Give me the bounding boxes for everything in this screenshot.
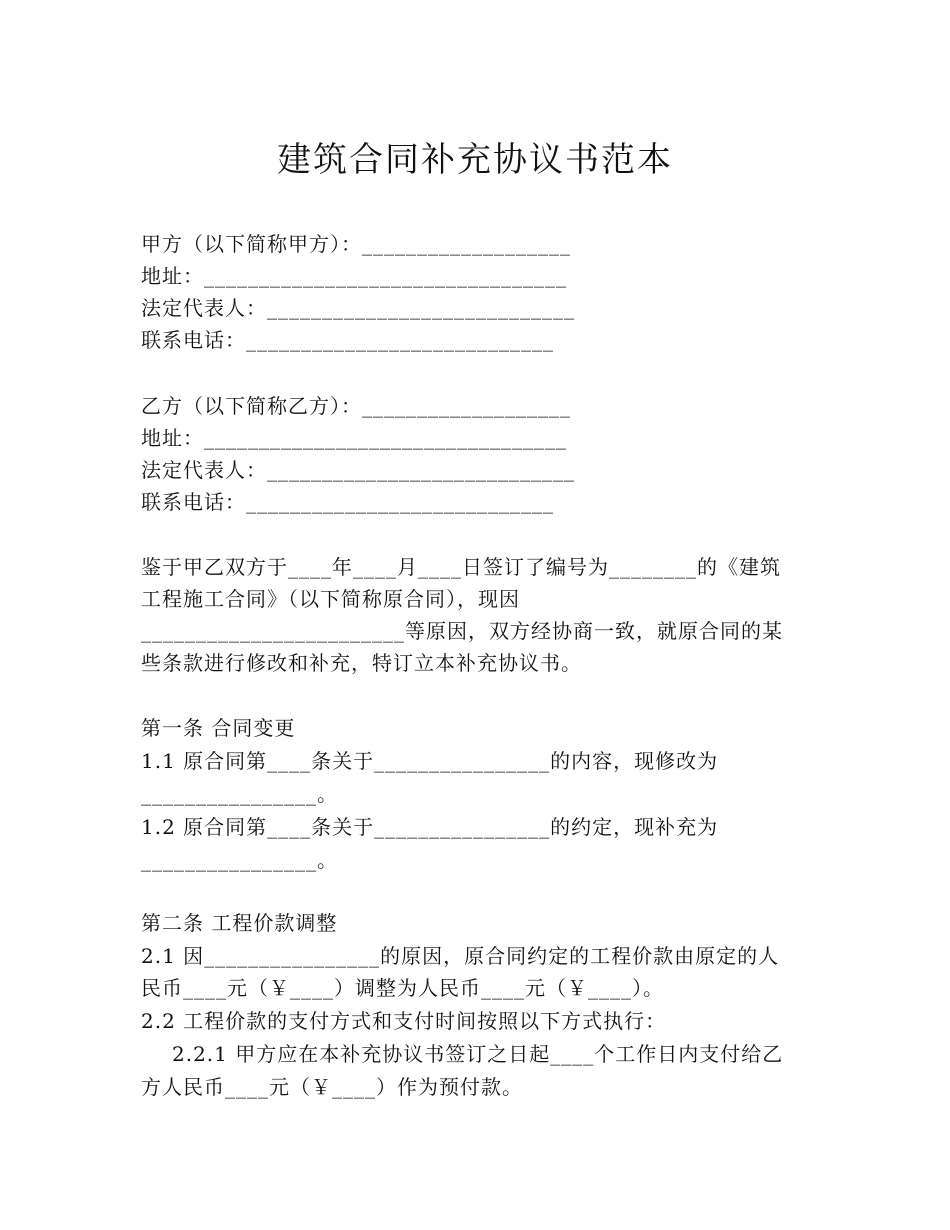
article-2-line: 方人民币____元（￥____）作为预付款。: [141, 1075, 523, 1099]
party-a-representative: 法定代表人：____________________________: [141, 296, 575, 320]
article-2-heading: 第二条 工程价款调整: [141, 911, 338, 935]
article-1-line: ________________。: [141, 782, 338, 806]
article-1-line: 1.2 原合同第____条关于________________的约定，现补充为: [141, 815, 719, 839]
article-2-line: 民币____元（￥____）调整为人民币____元（￥____）。: [141, 976, 664, 1000]
article-1-line: 1.1 原合同第____条关于________________的内容，现修改为: [141, 749, 719, 773]
preamble-line: 鉴于甲乙双方于____年____月____日签订了编号为________的《建筑: [141, 555, 781, 579]
party-a-address: 地址：_________________________________: [141, 264, 567, 288]
party-b-phone: 联系电话：____________________________: [141, 490, 554, 514]
party-a-name: 甲方（以下简称甲方）：___________________: [141, 232, 571, 256]
party-b-name: 乙方（以下简称乙方）：___________________: [141, 394, 571, 418]
article-1-line: ________________。: [141, 848, 338, 872]
preamble-line: 工程施工合同》（以下简称原合同），现因: [141, 587, 520, 611]
preamble-line: 些条款进行修改和补充，特订立本补充协议书。: [141, 651, 582, 675]
party-b-representative: 法定代表人：____________________________: [141, 458, 575, 482]
article-2-line: 2.2.1 甲方应在本补充协议书签订之日起____个工作日内支付给乙: [172, 1042, 784, 1066]
party-a-phone: 联系电话：____________________________: [141, 328, 554, 352]
article-2-line: 2.2 工程价款的支付方式和支付时间按照以下方式执行：: [141, 1009, 667, 1033]
article-2-line: 2.1 因________________的原因，原合同约定的工程价款由原定的人: [141, 944, 780, 968]
preamble-line: ________________________等原因，双方经协商一致，就原合同的某: [141, 619, 783, 643]
party-b-address: 地址：_________________________________: [141, 426, 567, 450]
article-1-heading: 第一条 合同变更: [141, 716, 296, 740]
document-title: 建筑合同补充协议书范本: [277, 140, 673, 180]
